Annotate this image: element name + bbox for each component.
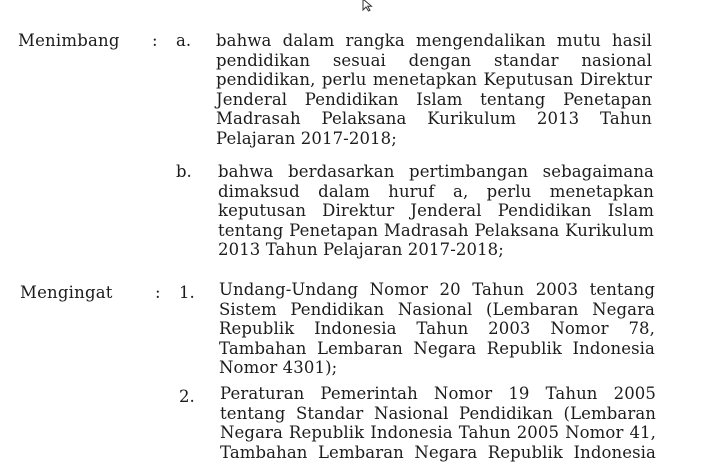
text-line: keputusan Direktur Jenderal Pendidikan Islam bbox=[218, 201, 654, 221]
text-line: 2013 Tahun Pelajaran 2017-2018; bbox=[218, 240, 504, 260]
mengingat-item-1-marker: 1. bbox=[179, 283, 195, 302]
text-line: Tambahan Lembaran Negara Republik Indonesia bbox=[220, 442, 656, 462]
text-line: Madrasah Pelaksana Kurikulum 2013 Tahun bbox=[216, 109, 652, 129]
text-line: Nomor 4301); bbox=[219, 358, 338, 378]
text-line: pendidikan, perlu menetapkan Keputusan Direktur bbox=[216, 70, 652, 90]
text-line: pendidikan sesuai dengan standar nasional bbox=[216, 50, 652, 70]
mengingat-label: Mengingat bbox=[20, 283, 113, 302]
menimbang-item-b-marker: b. bbox=[176, 162, 192, 181]
text-line: bahwa dalam rangka mengendalikan mutu hasil bbox=[216, 31, 652, 50]
text-line: Sistem Pendidikan Nasional (Lembaran Negara bbox=[219, 299, 655, 319]
text-line: dimaksud dalam huruf a, perlu menetapkan bbox=[218, 181, 654, 201]
text-line: Peraturan Pemerintah Nomor 19 Tahun 2005 bbox=[220, 384, 656, 403]
menimbang-item-a-marker: a. bbox=[176, 31, 192, 50]
mouse-cursor-icon bbox=[361, 0, 375, 12]
text-line: Negara Republik Indonesia Tahun 2005 Nomor 41, bbox=[220, 423, 656, 443]
text-line: tentang Penetapan Madrasah Pelaksana Kurikulum bbox=[218, 220, 654, 240]
menimbang-colon: : bbox=[152, 31, 158, 50]
text-line: Tambahan Lembaran Negara Republik Indonesia bbox=[219, 338, 655, 358]
menimbang-item-b-text bbox=[218, 162, 654, 260]
text-line: Republik Indonesia Tahun 2003 Nomor 78, bbox=[219, 319, 655, 339]
text-line: Jenderal Pendidikan Islam tentang Penetapan bbox=[216, 89, 652, 109]
mengingat-item-1-text bbox=[219, 280, 655, 378]
menimbang-item-a-text bbox=[216, 31, 652, 149]
mengingat-item-2-text bbox=[220, 384, 656, 462]
menimbang-label: Menimbang bbox=[18, 31, 120, 50]
mengingat-item-2-marker: 2. bbox=[179, 387, 195, 406]
text-line: tentang Standar Nasional Pendidikan (Lembaran bbox=[220, 403, 656, 423]
text-line: bahwa berdasarkan pertimbangan sebagaimana bbox=[218, 162, 654, 181]
mengingat-colon: : bbox=[155, 283, 161, 302]
text-line: Pelajaran 2017-2018; bbox=[216, 128, 397, 148]
text-line: Undang-Undang Nomor 20 Tahun 2003 tentang bbox=[219, 280, 655, 299]
